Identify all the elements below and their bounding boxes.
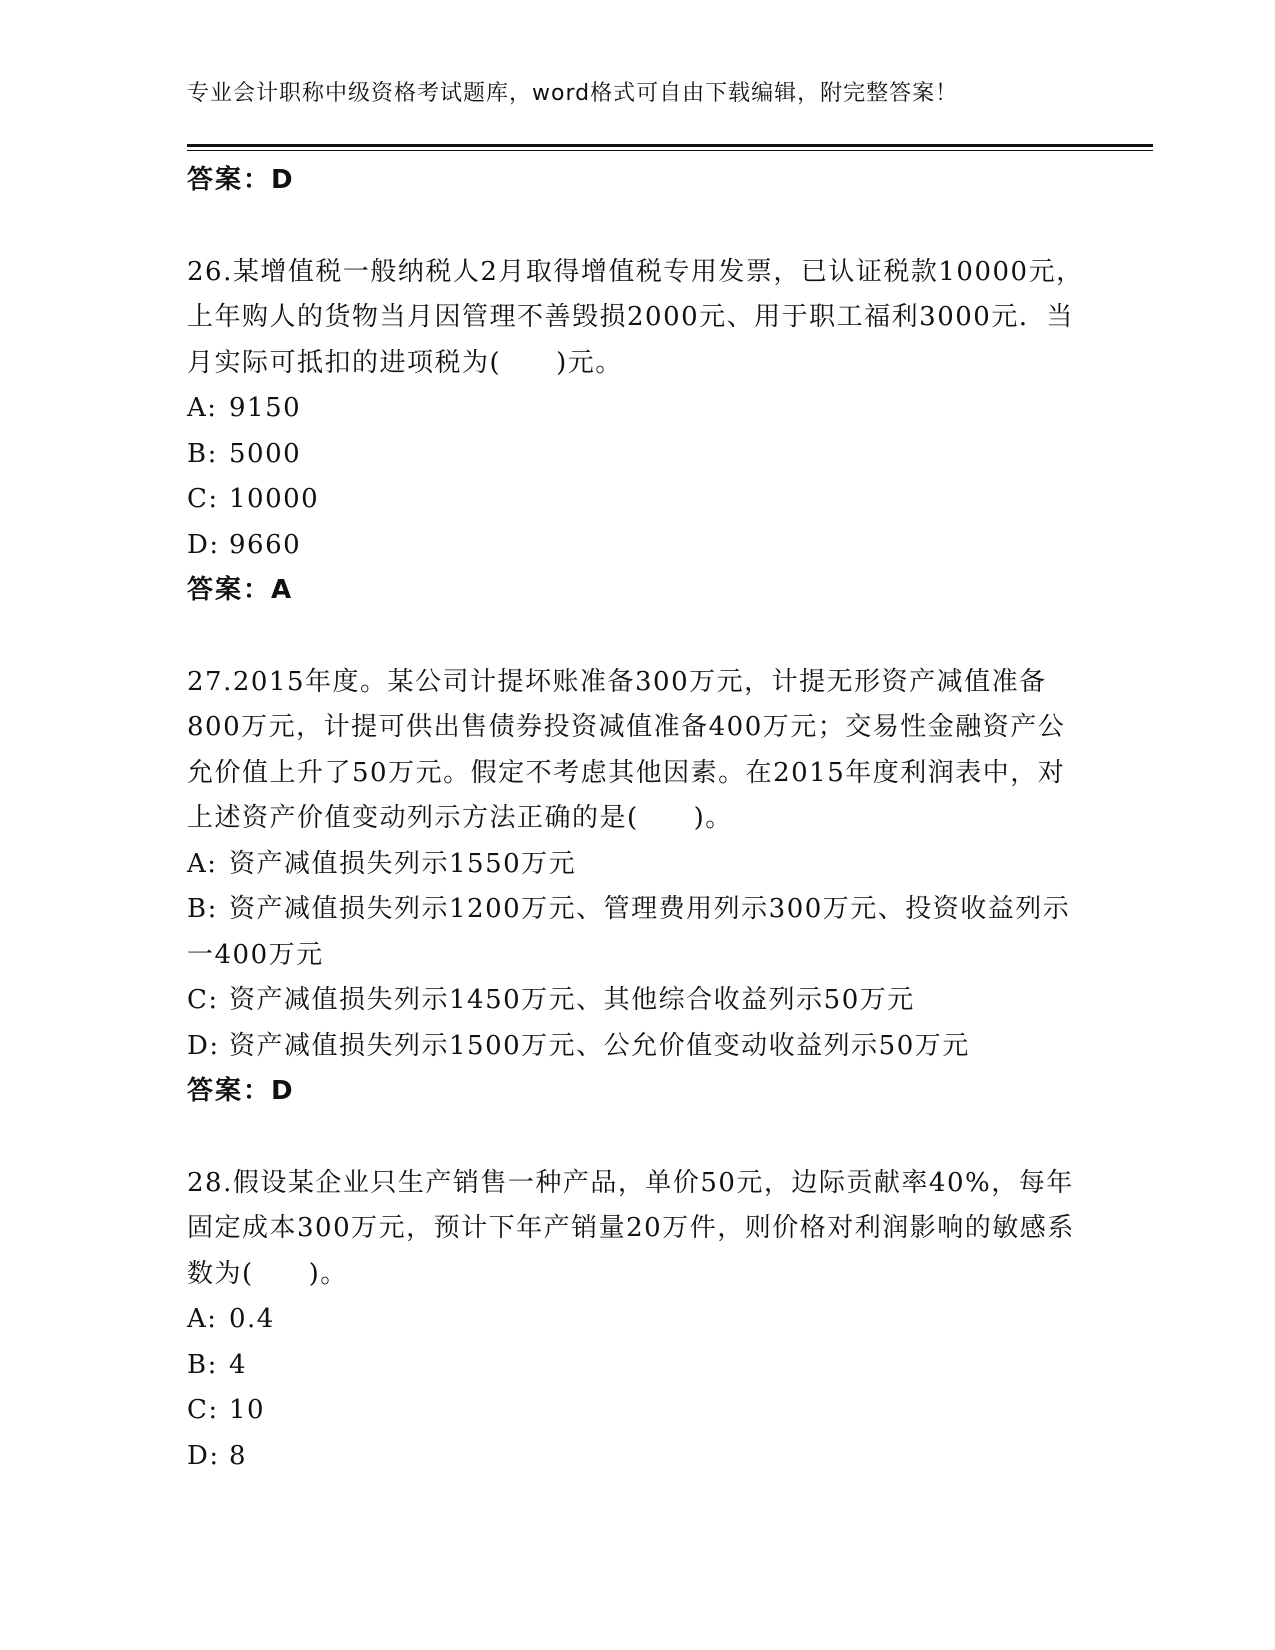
- option-text: 9150: [229, 393, 302, 423]
- option-label: D:: [187, 1030, 220, 1061]
- option-label: B:: [187, 438, 218, 469]
- option-text: 10: [229, 1395, 266, 1425]
- option-b: [187, 1343, 1087, 1389]
- option-d: [187, 1434, 1087, 1480]
- option-a: [187, 842, 1087, 888]
- option-text: 资产减值损失列示1550万元: [229, 848, 577, 879]
- option-a: [187, 386, 1087, 432]
- option-text: 4: [229, 1349, 248, 1380]
- option-b: [187, 887, 1087, 978]
- option-text: 8: [229, 1440, 248, 1471]
- answer: 答案：A: [187, 575, 294, 605]
- question-26: [187, 250, 1087, 614]
- option-text: 5000: [229, 438, 302, 469]
- option-d: [187, 523, 1087, 569]
- option-text: 0.4: [229, 1304, 275, 1334]
- option-label: C:: [187, 484, 219, 514]
- previous-answer: 答案：D: [187, 165, 295, 195]
- option-label: B:: [187, 894, 218, 924]
- option-text: 资产减值损失列示1450万元、其他综合收益列示50万元: [229, 985, 915, 1015]
- header-rule-thick: [187, 144, 1153, 147]
- option-text: 10000: [229, 484, 320, 514]
- option-b: [187, 432, 1087, 478]
- question-content: [187, 158, 1087, 1479]
- option-c: [187, 978, 1087, 1024]
- question-stem: 28.假设某企业只生产销售一种产品，单价50元，边际贡献率40%，每年固定成本300万元，预计下年产销量20万件，则价格对利润影响的敏感系数为( )。: [187, 1167, 1075, 1289]
- option-text: 资产减值损失列示1500万元、公允价值变动收益列示50万元: [229, 1030, 970, 1061]
- question-27: [187, 660, 1087, 1115]
- question-stem: 27.2015年度。某公司计提坏账准备300万元，计提无形资产减值准备800万元，计提可供出售债券投资减值准备400万元；交易性金融资产公允价值上升了50万元。假定不考虑其他因素。在2015年度利润表中，对上述资产价值变动列示方法正确的是( )。: [187, 666, 1066, 833]
- option-label: C:: [187, 1395, 219, 1425]
- option-label: D:: [187, 1440, 220, 1471]
- option-label: D:: [187, 529, 220, 560]
- option-label: A:: [187, 848, 218, 879]
- option-label: B:: [187, 1349, 218, 1380]
- option-label: A:: [187, 393, 218, 423]
- option-text: 资产减值损失列示1200万元、管理费用列示300万元、投资收益列示一400万元: [187, 894, 1071, 970]
- option-d: [187, 1024, 1087, 1070]
- page-header: 专业会计职称中级资格考试题库，word格式可自由下载编辑，附完整答案！: [187, 81, 959, 106]
- option-text: 9660: [229, 529, 302, 560]
- question-28: [187, 1161, 1087, 1480]
- option-a: [187, 1297, 1087, 1343]
- header-rule-thin: [187, 150, 1153, 151]
- option-label: C:: [187, 985, 219, 1015]
- option-label: A:: [187, 1304, 218, 1334]
- question-stem: 26.某增值税一般纳税人2月取得增值税专用发票，已认证税款10000元，上年购人的货物当月因管理不善毁损2000元、用于职工福利3000元．当月实际可抵扣的进项税为( )元。: [187, 256, 1084, 378]
- answer: 答案：D: [187, 1076, 295, 1106]
- option-c: [187, 1388, 1087, 1434]
- option-c: [187, 477, 1087, 523]
